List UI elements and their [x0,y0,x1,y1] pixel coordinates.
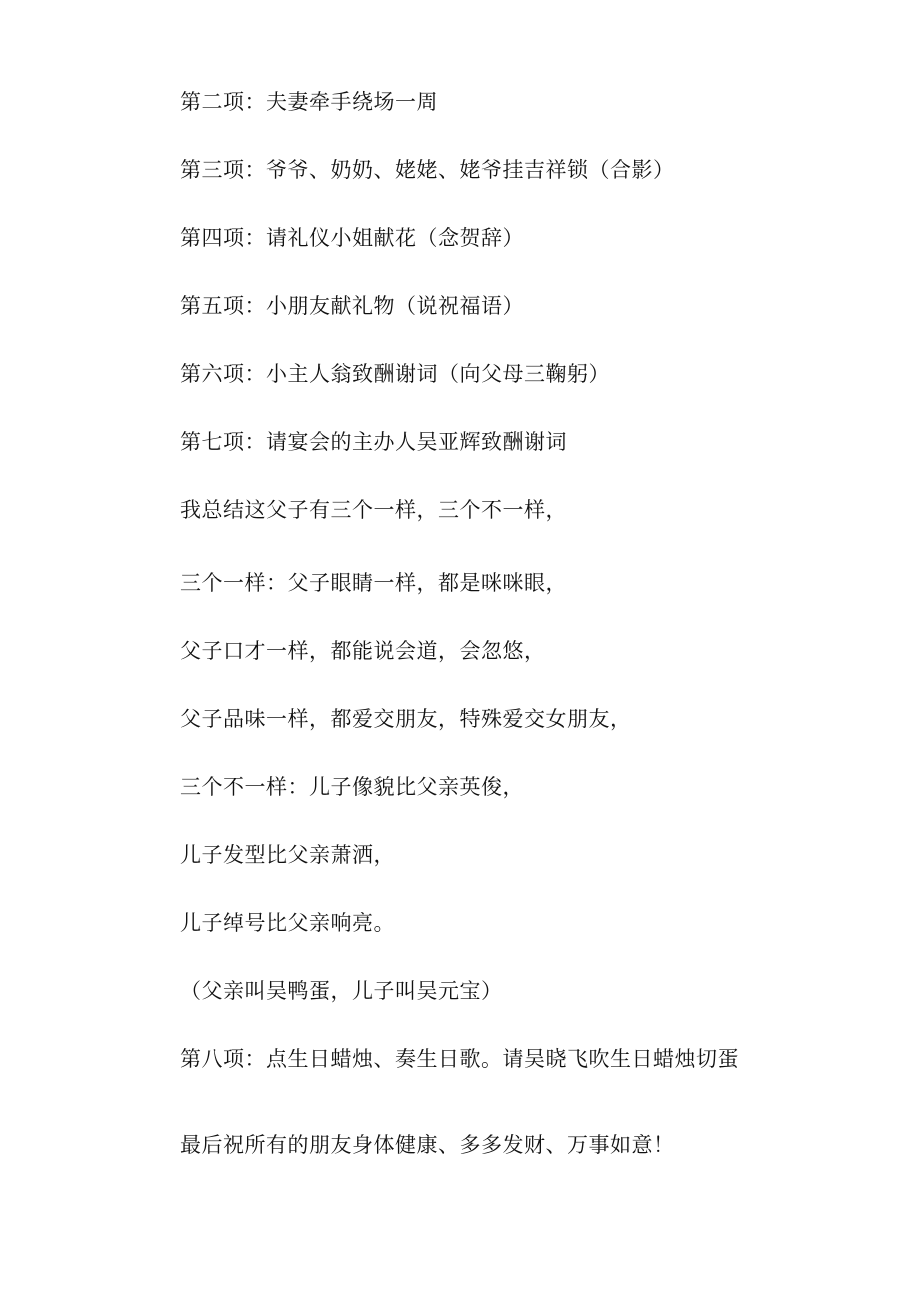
program-item-7: 第七项：请宴会的主办人吴亚辉致酬谢词 [180,430,567,454]
similarity-item: 父子品味一样，都爱交朋友，特殊爱交女朋友， [180,707,632,731]
program-item-2: 第二项：夫妻牵手绕场一周 [180,90,438,114]
program-item-5: 第五项：小朋友献礼物（说祝福语） [180,294,524,318]
summary-intro: 我总结这父子有三个一样，三个不一样， [180,498,567,522]
difference-item: 儿子绰号比父亲响亮。 [180,911,395,935]
difference-heading: 三个不一样：儿子像貌比父亲英俊， [180,775,524,799]
program-item-4: 第四项：请礼仪小姐献花（念贺辞） [180,226,524,250]
similarity-item: 父子口才一样，都能说会道，会忽悠， [180,639,546,663]
similarity-heading: 三个一样：父子眼睛一样，都是咪咪眼， [180,571,567,595]
nickname-note: （父亲叫吴鸭蛋，儿子叫吴元宝） [180,979,503,1003]
program-item-3: 第三项：爷爷、奶奶、姥姥、姥爷挂吉祥锁（合影） [180,158,675,182]
program-item-6: 第六项：小主人翁致酬谢词（向父母三鞠躬） [180,362,610,386]
closing-wishes: 最后祝所有的朋友身体健康、多多发财、万事如意！ [180,1133,675,1157]
difference-item: 儿子发型比父亲萧洒， [180,843,395,867]
program-item-8: 第八项：点生日蜡烛、奏生日歌。请吴晓飞吹生日蜡烛切蛋 [180,1047,739,1071]
